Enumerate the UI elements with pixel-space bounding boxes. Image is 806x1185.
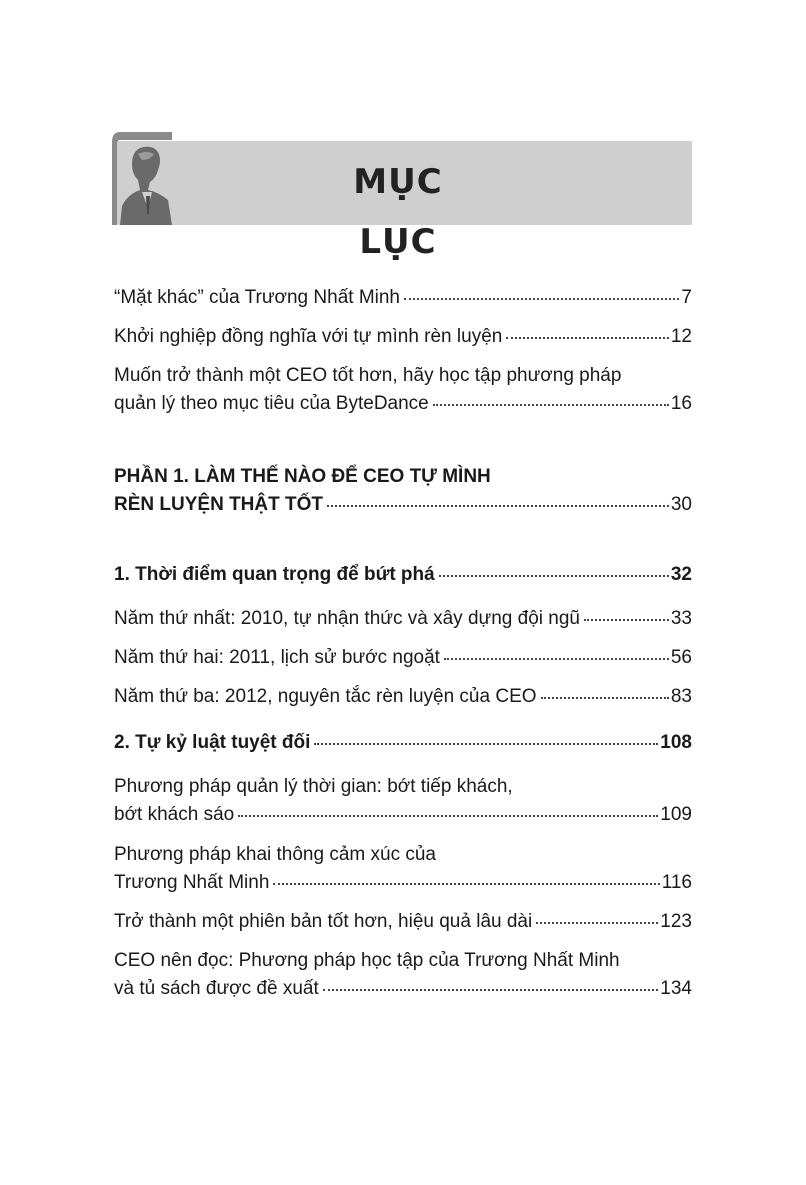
page-number: 7 xyxy=(681,287,692,308)
entry-title: 2. Tự kỷ luật tuyệt đối xyxy=(114,732,311,753)
dot-leader xyxy=(444,657,669,660)
entry-title: “Mặt khác” của Trương Nhất Minh xyxy=(114,287,401,308)
ceo-portrait-icon xyxy=(112,130,176,225)
entry-title: Khởi nghiệp đồng nghĩa với tự mình rèn luyện xyxy=(114,326,503,347)
dot-leader xyxy=(584,618,669,621)
page-number: 12 xyxy=(670,326,692,347)
dot-leader xyxy=(314,742,658,745)
dot-leader xyxy=(323,988,659,991)
entry-title-cont: Trương Nhất Minh xyxy=(114,872,270,893)
toc-entry xyxy=(114,908,692,936)
entry-title-cont: quản lý theo mục tiêu của ByteDance xyxy=(114,393,429,414)
page-number: 134 xyxy=(660,978,692,999)
toc-entry xyxy=(114,683,692,711)
page-number: 123 xyxy=(660,911,692,932)
page-number: 32 xyxy=(670,564,692,585)
dot-leader xyxy=(541,696,669,699)
toc-entry xyxy=(114,323,692,351)
dot-leader xyxy=(238,814,658,817)
page-number: 56 xyxy=(670,647,692,668)
dot-leader xyxy=(433,403,669,406)
toc-chapter-heading xyxy=(114,561,692,589)
entry-title: Phương pháp khai thông cảm xúc của xyxy=(114,844,436,865)
entry-title: Trở thành một phiên bản tốt hơn, hiệu quả lâu dài xyxy=(114,911,533,932)
page-number: 33 xyxy=(670,608,692,629)
entry-title: Năm thứ hai: 2011, lịch sử bước ngoặt xyxy=(114,647,440,668)
page-number: 109 xyxy=(660,804,692,825)
toc-header-banner xyxy=(112,130,692,262)
entry-title: Muốn trở thành một CEO tốt hơn, hãy học tập phương pháp xyxy=(114,365,622,386)
toc-chapter-heading xyxy=(114,729,692,757)
entry-title: Năm thứ nhất: 2010, tự nhận thức và xây dựng đội ngũ xyxy=(114,608,580,629)
page-number: 16 xyxy=(670,393,692,414)
toc-entry xyxy=(114,841,692,897)
entry-title: CEO nên đọc: Phương pháp học tập của Trương Nhất Minh xyxy=(114,950,620,971)
entry-title: Năm thứ ba: 2012, nguyên tắc rèn luyện của CEO xyxy=(114,686,537,707)
toc-entry xyxy=(114,605,692,633)
toc-entry xyxy=(114,284,692,312)
entry-title: Phương pháp quản lý thời gian: bớt tiếp khách, xyxy=(114,776,513,797)
dot-leader xyxy=(536,921,658,924)
page-number: 83 xyxy=(670,686,692,707)
entry-title-cont: bớt khách sáo xyxy=(114,804,235,825)
entry-title-cont: RÈN LUYỆN THẬT TỐT xyxy=(114,494,323,515)
dot-leader xyxy=(327,504,669,507)
dot-leader xyxy=(273,882,659,885)
page-title: MỤC LỤC xyxy=(353,162,443,262)
toc-part-heading xyxy=(114,463,692,519)
entry-title-cont: và tủ sách được đề xuất xyxy=(114,978,319,999)
page-number: 30 xyxy=(670,494,692,515)
dot-leader xyxy=(404,297,679,300)
toc-entry xyxy=(114,362,692,418)
entry-title: 1. Thời điểm quan trọng để bứt phá xyxy=(114,564,435,585)
page-number: 116 xyxy=(661,872,692,893)
entry-title: PHẦN 1. LÀM THẾ NÀO ĐỂ CEO TỰ MÌNH xyxy=(114,466,491,487)
toc-entry xyxy=(114,773,692,829)
dot-leader xyxy=(506,336,669,339)
toc-entry xyxy=(114,644,692,672)
page-number: 108 xyxy=(660,732,692,753)
toc-entry xyxy=(114,947,692,1003)
dot-leader xyxy=(439,574,669,577)
